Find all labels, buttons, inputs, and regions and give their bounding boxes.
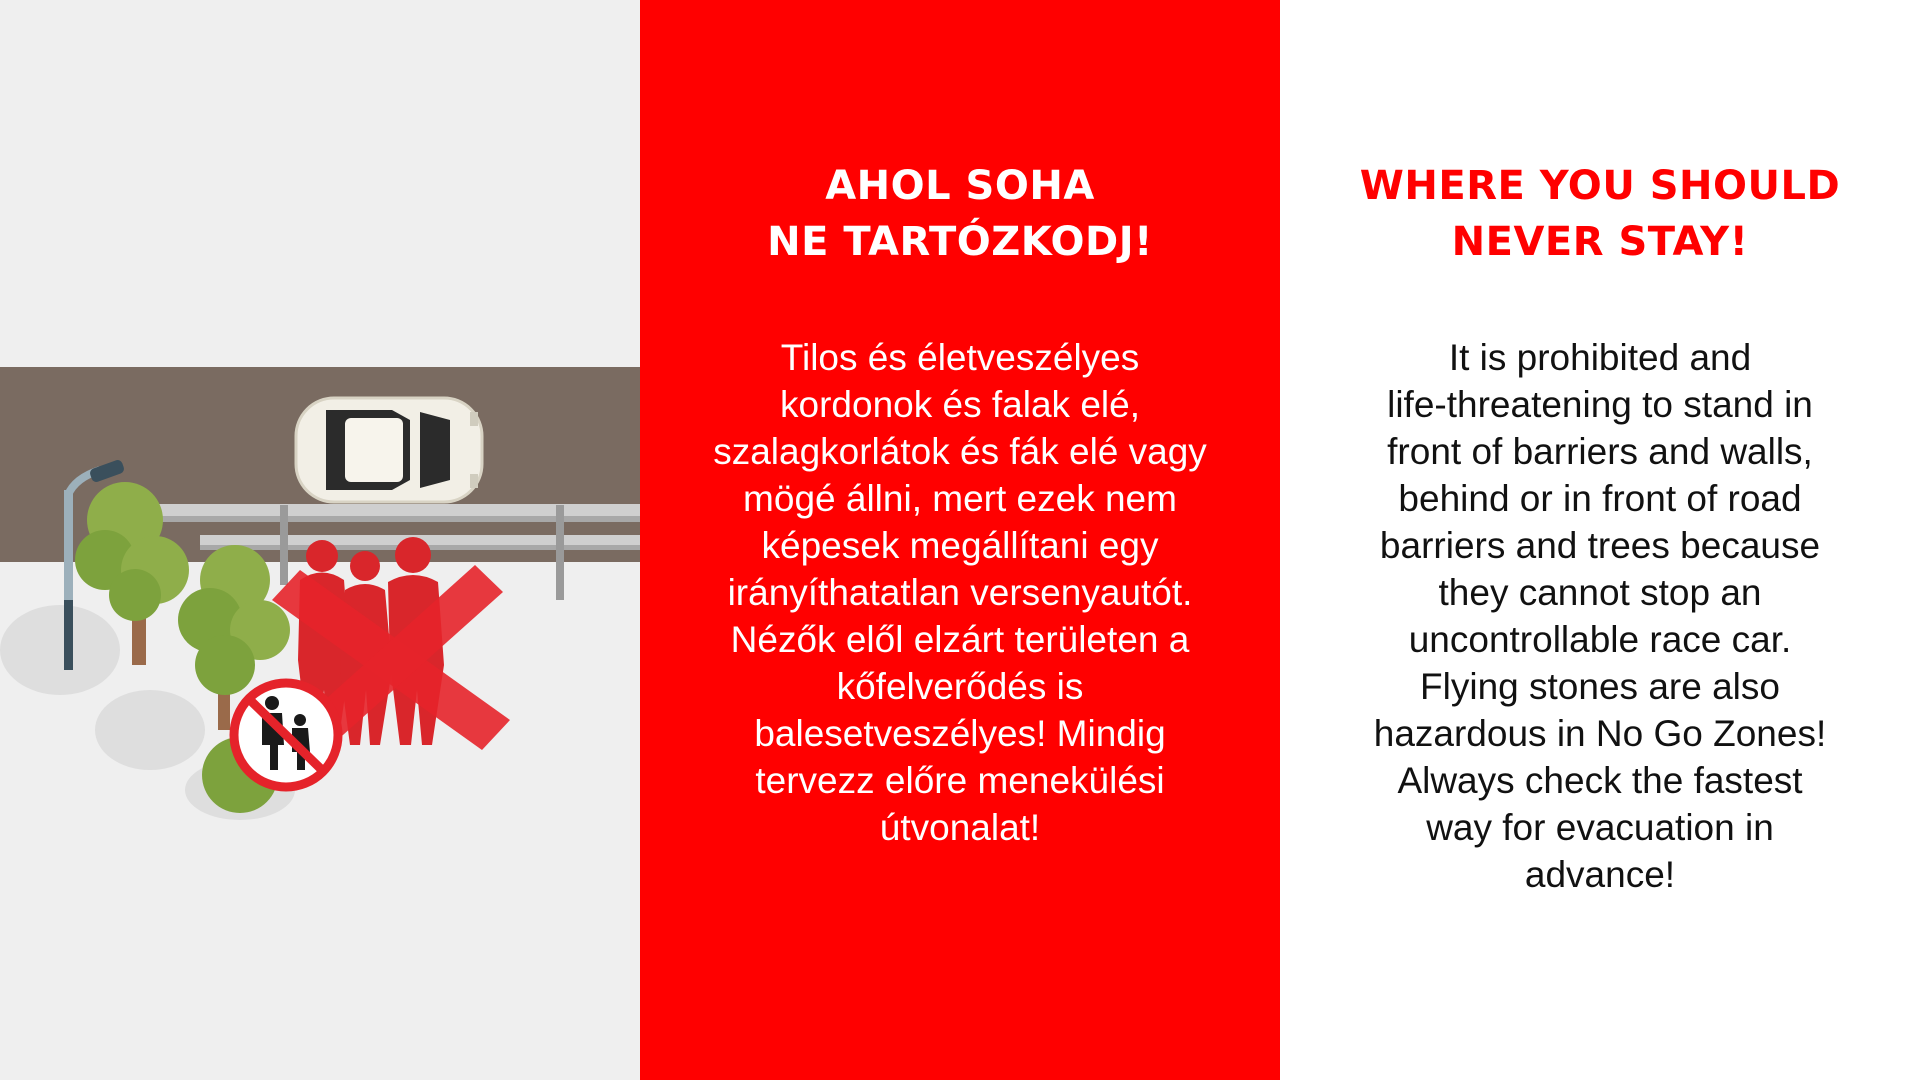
- hungarian-body-line: kőfelverődés is: [836, 666, 1084, 707]
- english-body: [1320, 334, 1880, 898]
- english-body-line: uncontrollable race car.: [1408, 619, 1792, 660]
- illustration: [0, 0, 640, 1080]
- english-body-line: Flying stones are also: [1420, 666, 1780, 707]
- english-body-line: hazardous in No Go Zones!: [1373, 713, 1827, 754]
- english-body-line: It is prohibited and: [1448, 337, 1752, 378]
- hungarian-panel: [640, 0, 1280, 1080]
- english-body-line: advance!: [1524, 854, 1676, 895]
- no-pedestrians-sign-icon: [234, 683, 338, 787]
- english-body-line: front of barriers and walls,: [1387, 431, 1813, 472]
- illustration-panel: [0, 0, 640, 1080]
- english-panel: [1280, 0, 1920, 1080]
- hungarian-body: [680, 334, 1240, 851]
- hungarian-heading-line: NE TARTÓZKODJ!: [767, 219, 1153, 265]
- hungarian-body-line: kordonok és falak elé,: [780, 384, 1140, 425]
- hungarian-body-line: balesetveszélyes! Mindig: [754, 713, 1166, 754]
- hungarian-body-line: Tilos és életveszélyes: [780, 337, 1140, 378]
- english-body-line: they cannot stop an: [1438, 572, 1762, 613]
- english-body-line: barriers and trees because: [1379, 525, 1821, 566]
- car-icon: [296, 398, 482, 502]
- hungarian-body-line: képesek megállítani egy: [761, 525, 1159, 566]
- english-heading: [1280, 158, 1920, 270]
- hungarian-body-line: irányíthatatlan versenyautót.: [727, 572, 1193, 613]
- hungarian-body-line: mögé állni, mert ezek nem: [743, 478, 1177, 519]
- english-heading-line: NEVER STAY!: [1451, 219, 1749, 265]
- hungarian-body-line: szalagkorlátok és fák elé vagy: [713, 431, 1207, 472]
- hungarian-body-line: Nézők elől elzárt területen a: [730, 619, 1190, 660]
- hungarian-heading: [640, 158, 1280, 270]
- hungarian-heading-line: AHOL SOHA: [825, 163, 1095, 209]
- hungarian-body-line: tervezz előre menekülési: [755, 760, 1165, 801]
- english-body-line: behind or in front of road: [1398, 478, 1802, 519]
- english-body-line: life-threatening to stand in: [1387, 384, 1813, 425]
- english-body-line: Always check the fastest: [1397, 760, 1803, 801]
- hungarian-body-line: útvonalat!: [879, 807, 1041, 848]
- english-heading-line: WHERE YOU SHOULD: [1359, 163, 1841, 209]
- english-body-line: way for evacuation in: [1426, 807, 1774, 848]
